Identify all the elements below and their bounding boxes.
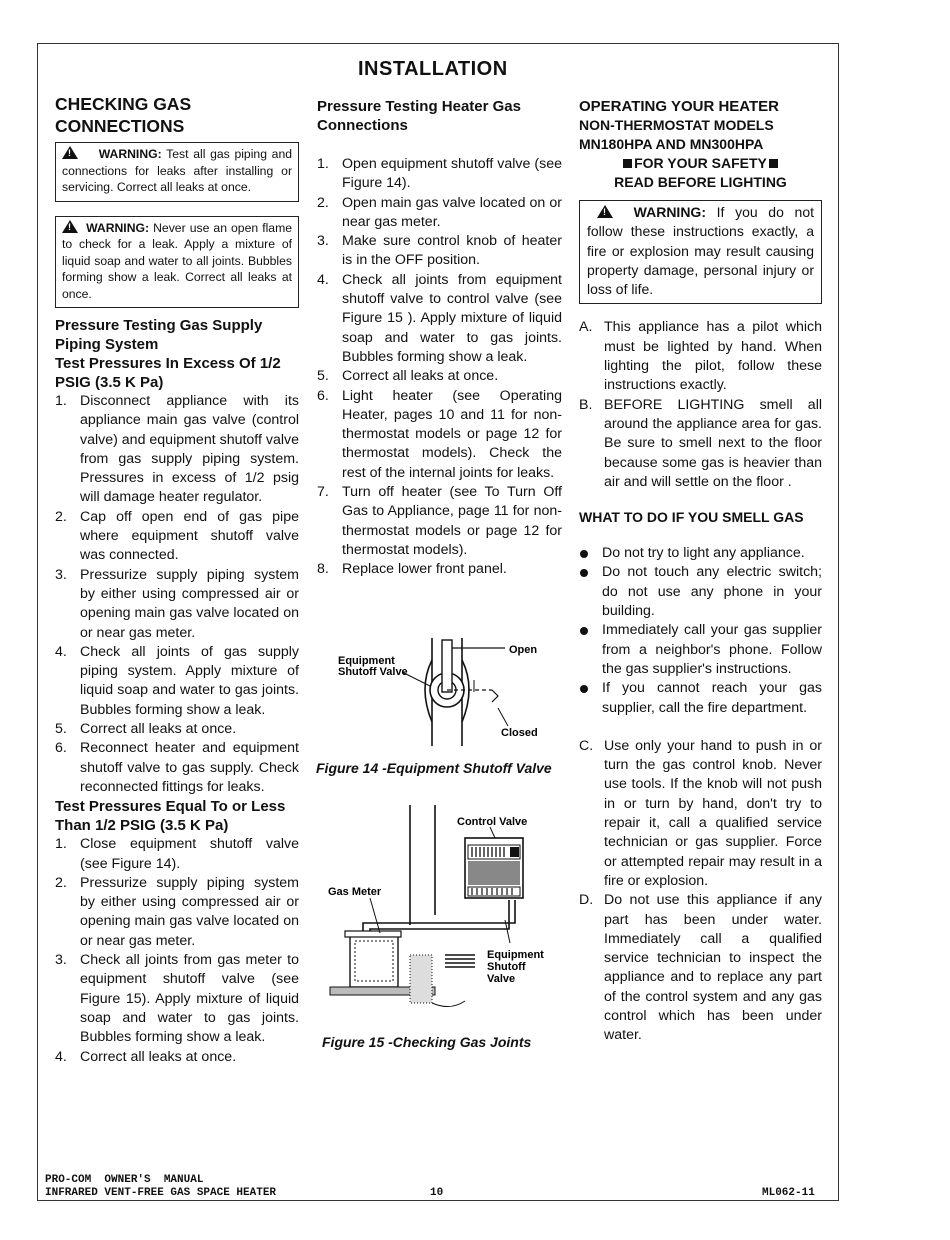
item-text: Close equipment shutoff valve (see Figure 14). xyxy=(80,836,299,872)
item-number: 4. xyxy=(55,643,67,660)
list-item xyxy=(317,271,562,367)
label-closed: Closed xyxy=(501,727,538,739)
item-number: 3. xyxy=(55,566,67,583)
list-item xyxy=(55,566,299,643)
page-title: INSTALLATION xyxy=(358,58,508,80)
subheading-supply-piping: Pressure Testing Gas Supply Piping System xyxy=(55,317,263,353)
item-text: Open main gas valve located on or near gas meter. xyxy=(342,194,562,230)
item-number: 1. xyxy=(55,393,67,409)
label-gas-meter: Gas Meter xyxy=(328,886,382,898)
list-item xyxy=(579,737,822,891)
item-text: Disconnect appliance with its appliance main gas valve (control valve) and equipment shutoff valve from gas supply piping system. Pressures in excess of 1/2 psig will damage heater regulator. xyxy=(80,393,299,506)
item-number: 6. xyxy=(55,740,67,757)
warning-box-test-leaks xyxy=(55,142,299,202)
safety-items-cd xyxy=(579,737,822,1046)
item-number: 1. xyxy=(55,836,67,853)
item-text: Correct all leaks at once. xyxy=(80,721,237,738)
warning-box-no-flame xyxy=(55,216,299,309)
warning-box-fire xyxy=(579,200,822,304)
square-bullet-icon xyxy=(769,159,778,168)
column-operating-heater xyxy=(579,97,822,1046)
list-item xyxy=(579,318,822,395)
item-text: Correct all leaks at once. xyxy=(80,1048,237,1065)
label-equipment: Equipment xyxy=(338,655,395,667)
item-number: 4. xyxy=(55,1048,67,1065)
bullet-item: If you cannot reach your gas supplier, call the fire department. xyxy=(579,679,822,718)
page-number: 10 xyxy=(430,1187,444,1199)
safety-line-2: READ BEFORE LIGHTING xyxy=(614,174,787,190)
column-heater-connections xyxy=(317,97,562,580)
list-item xyxy=(579,891,822,1045)
heater-steps-list xyxy=(317,155,562,580)
label-shutoff-valve: Shutoff Valve xyxy=(338,666,408,678)
label-shutoff: Shutoff xyxy=(487,961,526,973)
item-number: 2. xyxy=(55,874,67,891)
warning-icon xyxy=(62,146,78,159)
list-item xyxy=(317,387,562,483)
item-number: 5. xyxy=(317,368,329,385)
subheading-equal-less: Test Pressures Equal To or Less Than 1/2 PSIG (3.5 K Pa) xyxy=(55,798,286,835)
figure-14-shutoff-valve xyxy=(330,630,560,755)
item-number: 2. xyxy=(317,194,329,211)
bullet-item: Do not try to light any appliance. xyxy=(579,544,822,563)
label-valve: Valve xyxy=(487,973,516,985)
item-number: 7. xyxy=(317,484,329,501)
warning-icon xyxy=(62,220,78,233)
list-item xyxy=(55,739,299,797)
footer-manual-title: PRO-COM OWNER'S MANUAL xyxy=(45,1174,204,1186)
footer-rule xyxy=(45,1200,307,1201)
item-text: Open equipment shutoff valve (see Figure 14). xyxy=(342,156,562,192)
warning-label: WARNING: xyxy=(86,220,150,235)
list-item xyxy=(317,560,562,579)
warning-label: WARNING: xyxy=(98,147,162,161)
list-item xyxy=(317,483,562,560)
item-number: 4. xyxy=(317,271,329,288)
item-number: 1. xyxy=(317,156,329,172)
item-text: Check all joints from gas meter to equipment shutoff valve (see Figure 15). Apply mixture of liquid soap and water to gas joints. Bubbles forming show a leak. xyxy=(80,952,299,1046)
list-item xyxy=(317,232,562,271)
safety-items-ab xyxy=(579,318,822,492)
warning-text: Never use an open flame to check for a leak. Apply a mixture of liquid soap and water to all joints. Bubbles forming show a leak. Correct all leaks at once. xyxy=(62,220,293,301)
steps-equal-list xyxy=(55,835,299,1067)
list-item xyxy=(55,1048,299,1067)
item-text: Replace lower front panel. xyxy=(342,561,507,578)
list-item xyxy=(579,396,822,492)
item-text: Use only your hand to push in or turn the gas control knob. Never use tools. If the knob will not push in or turn by hand, don't try to repair it, call a qualified service technician or gas supplier. Force or attempted repair may result in a fire or explosion. xyxy=(604,737,822,889)
item-number: A. xyxy=(579,319,593,336)
smell-gas-bullets xyxy=(579,544,822,718)
footer-product-name: INFRARED VENT-FREE GAS SPACE HEATER xyxy=(45,1187,277,1199)
figure-14-caption: Figure 14 -Equipment Shutoff Valve xyxy=(316,760,552,776)
item-number: 3. xyxy=(317,233,329,250)
item-text: Turn off heater (see To Turn Off Gas to Appliance, page 11 for non-thermostat models or page 12 for thermostat models). xyxy=(342,484,562,558)
item-text: Do not use this appliance if any part has been under water. Immediately call a qualified service technician to inspect the appliance and to replace any part of the control system and any gas control which has been under water. xyxy=(604,892,822,1044)
list-item xyxy=(55,643,299,720)
item-number: 8. xyxy=(317,561,329,578)
list-item xyxy=(55,392,299,508)
list-item xyxy=(55,508,299,566)
label-open: Open xyxy=(509,644,538,656)
list-item xyxy=(55,720,299,739)
bullet-item: Do not touch any electric switch; do not use any phone in your building. xyxy=(579,563,822,621)
item-number: 2. xyxy=(55,508,67,525)
column-checking-gas xyxy=(55,93,299,1067)
heater-connections-heading: Pressure Testing Heater Gas Connections xyxy=(317,98,521,134)
warning-label: WARNING: xyxy=(633,204,706,220)
item-text: BEFORE LIGHTING smell all around the appliance area for gas. Be sure to smell next to the floor because some gas is heavier than air and will settle on the floor . xyxy=(604,396,822,490)
footer-left xyxy=(45,1174,276,1200)
figure-15-caption: Figure 15 -Checking Gas Joints xyxy=(322,1034,532,1050)
item-number: B. xyxy=(579,396,593,413)
figure-15-gas-joints xyxy=(325,805,560,1030)
label-equipment: Equipment xyxy=(487,949,544,961)
item-number: 3. xyxy=(55,952,67,969)
bullet-item: Immediately call your gas supplier from a neighbor's phone. Follow the gas supplier's instructions. xyxy=(579,621,822,679)
subheading-excess: Test Pressures In Excess Of 1/2 PSIG (3.5 K Pa) xyxy=(55,355,281,391)
list-item xyxy=(317,155,562,194)
item-text: Check all joints from equipment shutoff valve to control valve (see Figure 15 ). Apply mixture of liquid soap and water to gas joints. Bubbles forming show a leak. xyxy=(342,271,562,365)
item-number: 6. xyxy=(317,387,329,404)
square-bullet-icon xyxy=(623,159,632,168)
item-text: Correct all leaks at once. xyxy=(342,368,499,385)
item-number: 5. xyxy=(55,721,67,738)
checking-gas-heading: CHECKING GAS CONNECTIONS xyxy=(55,94,192,136)
steps-excess-list xyxy=(55,392,299,797)
item-number: D. xyxy=(579,892,594,909)
item-number: C. xyxy=(579,737,594,754)
item-text: Make sure control knob of heater is in the OFF position. xyxy=(342,233,562,269)
list-item xyxy=(55,874,299,951)
item-text: Light heater (see Operating Heater, pages 10 and 11 for non-thermostat models or page 12 for thermostat models). Check the rest of the internal joints for leaks. xyxy=(342,387,562,481)
item-text: This appliance has a pilot which must be lighted by hand. When lighting the pilot, follow these instructions exactly. xyxy=(604,319,822,394)
item-text: Cap off open end of gas pipe where equipment shutoff valve was connected. xyxy=(80,508,299,564)
list-item xyxy=(317,194,562,233)
item-text: Pressurize supply piping system by either using compressed air or opening main gas valve located on or near gas meter. xyxy=(80,566,299,641)
warning-text: If you do not follow these instructions exactly, a fire or explosion may result causing property damage, personal injury or loss of life. xyxy=(587,204,814,298)
list-item xyxy=(317,367,562,386)
label-control-valve: Control Valve xyxy=(457,816,528,828)
item-text: Pressurize supply piping system by either using compressed air or opening main gas valve located on or near gas meter. xyxy=(80,874,299,949)
item-text: Reconnect heater and equipment shutoff valve to gas supply. Check reconnected fittings for leaks. xyxy=(80,740,299,795)
models-line-1: NON-THERMOSTAT MODELS xyxy=(579,117,774,133)
warning-icon xyxy=(597,205,613,218)
item-text: Check all joints of gas supply piping system. Apply mixture of liquid soap and water to gas joints. Bubbles forming show a leak. xyxy=(80,643,299,718)
models-line-2: MN180HPA AND MN300HPA xyxy=(579,136,764,152)
safety-line-1: FOR YOUR SAFETY xyxy=(579,154,822,173)
document-code: ML062-11 xyxy=(762,1187,815,1199)
list-item xyxy=(55,951,299,1047)
list-item xyxy=(55,835,299,874)
operating-heading: OPERATING YOUR HEATER xyxy=(579,98,780,115)
smell-gas-heading: WHAT TO DO IF YOU SMELL GAS xyxy=(579,509,804,526)
warning-text: Test all gas piping and connections for leaks after installing or servicing. Correct all leaks at once. xyxy=(62,147,292,194)
